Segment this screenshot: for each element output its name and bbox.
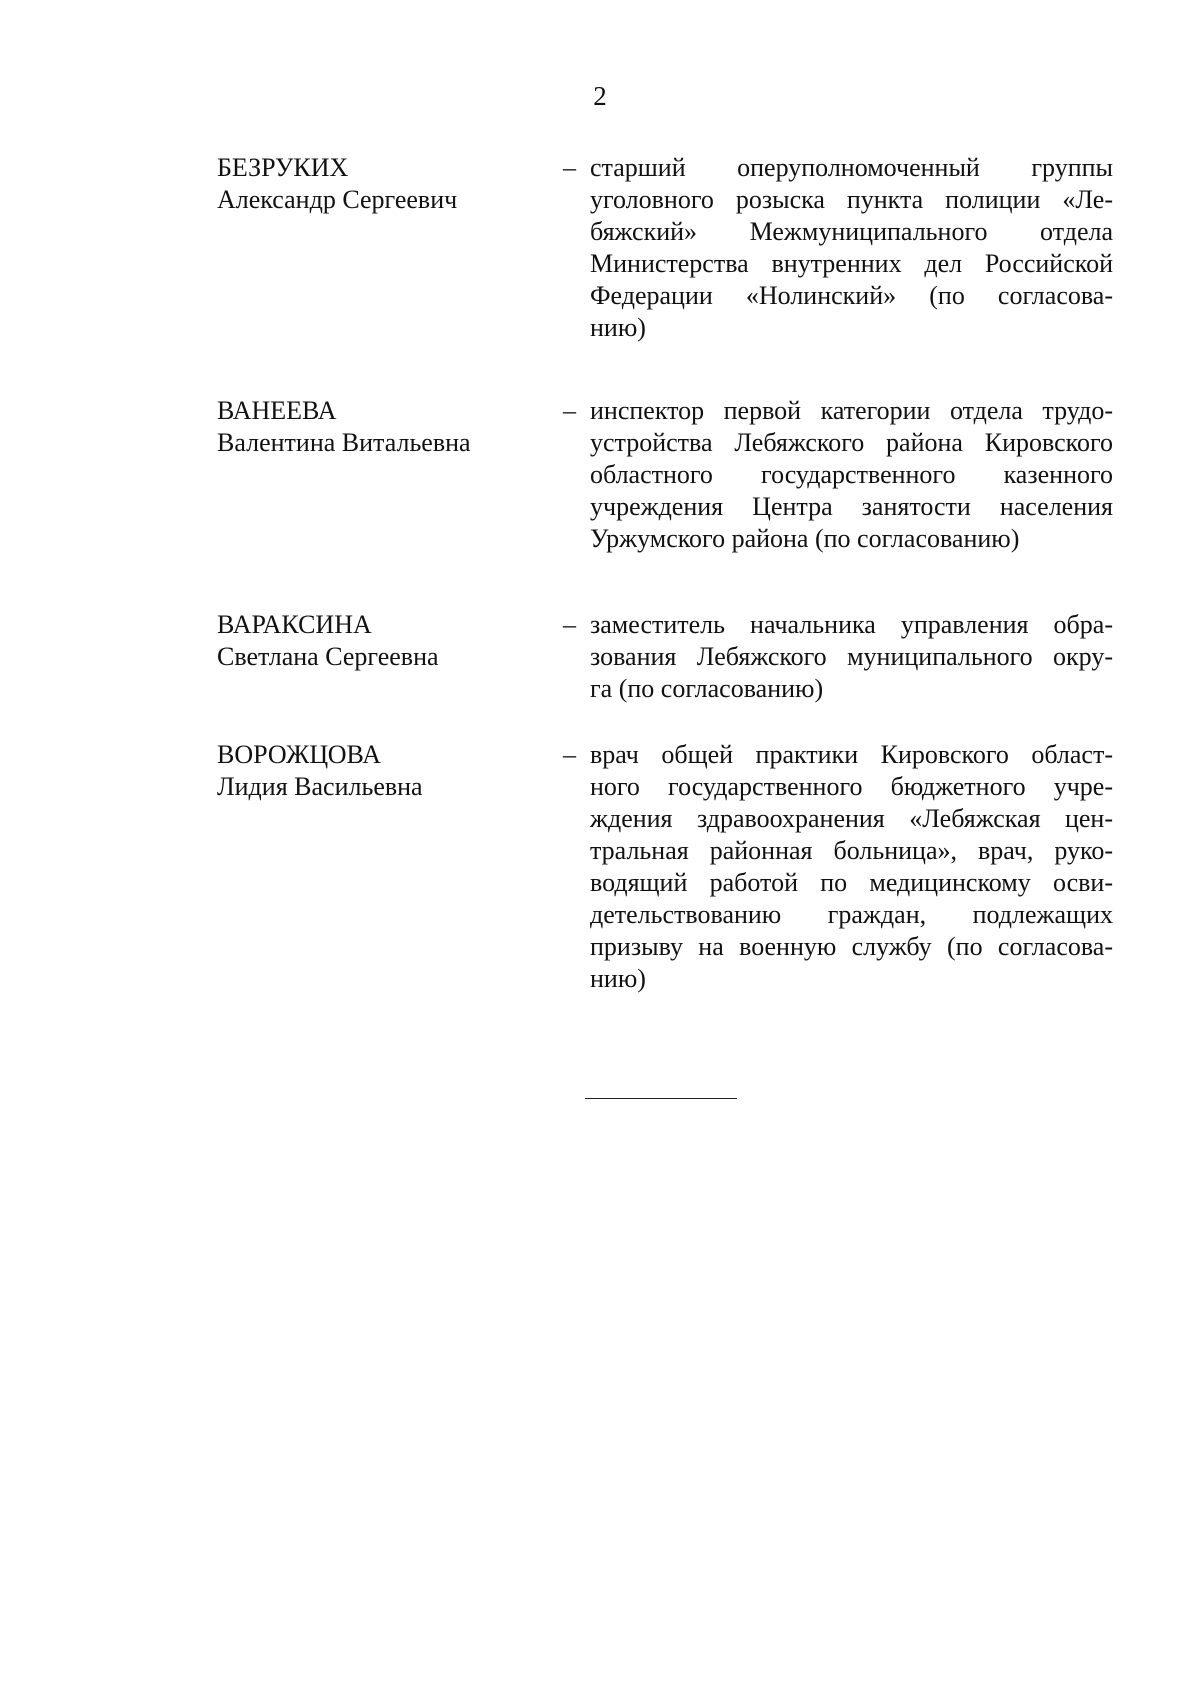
role-line: водящий работой по медицинскому осви- xyxy=(590,868,1113,897)
member-given-names: Лидия Васильевна xyxy=(217,772,423,801)
dash-separator: – xyxy=(563,396,576,425)
role-line: тральная районная больница», врач, руко- xyxy=(590,836,1113,865)
role-line: га (по согласованию) xyxy=(590,674,824,703)
member-given-names: Валентина Витальевна xyxy=(217,428,471,457)
dash-separator: – xyxy=(563,153,576,182)
member-given-names: Александр Сергеевич xyxy=(217,185,458,214)
role-line: ждения здравоохранения «Лебяжская цен- xyxy=(590,804,1113,833)
dash-separator: – xyxy=(563,740,576,769)
role-line: Федерации «Нолинский» (по согласова- xyxy=(590,281,1113,310)
page-number: 2 xyxy=(593,81,607,111)
role-line: областного государственного казенного xyxy=(590,460,1113,489)
member-name xyxy=(217,395,557,459)
role-line: старший оперуполномоченный группы xyxy=(590,153,1113,182)
role-line: призыву на военную службу (по согласова- xyxy=(590,932,1113,961)
member-role xyxy=(590,739,1113,995)
member-name xyxy=(217,152,557,216)
member-name xyxy=(217,609,557,673)
role-line: Министерства внутренних дел Российской xyxy=(590,249,1113,278)
dash-separator: – xyxy=(563,610,576,639)
member-role xyxy=(590,395,1113,555)
role-line: уголовного розыска пункта полиции «Ле- xyxy=(590,185,1113,214)
role-line: ного государственного бюджетного учре- xyxy=(590,772,1113,801)
member-surname: БЕЗРУКИХ xyxy=(217,153,349,182)
member-surname: ВОРОЖЦОВА xyxy=(217,740,382,769)
role-line: детельствованию граждан, подлежащих xyxy=(590,900,1113,929)
role-line: инспектор первой категории отдела трудо- xyxy=(590,396,1113,425)
role-line: заместитель начальника управления обра- xyxy=(590,610,1113,639)
role-line: зования Лебяжского муниципального окру- xyxy=(590,642,1113,671)
member-role xyxy=(590,152,1113,344)
member-surname: ВАНЕЕВА xyxy=(217,396,337,425)
member-name xyxy=(217,739,557,803)
role-line: учреждения Центра занятости населения xyxy=(590,492,1113,521)
role-line: Уржумского района (по согласованию) xyxy=(590,524,1020,553)
role-line: врач общей практики Кировского област- xyxy=(590,740,1113,769)
closing-rule xyxy=(585,1098,737,1099)
role-line: устройства Лебяжского района Кировского xyxy=(590,428,1113,457)
role-line: нию) xyxy=(590,313,646,342)
role-line: бяжский» Межмуниципального отдела xyxy=(590,217,1113,246)
member-role xyxy=(590,609,1113,705)
role-line: нию) xyxy=(590,964,646,993)
member-given-names: Светлана Сергеевна xyxy=(217,642,439,671)
member-surname: ВАРАКСИНА xyxy=(217,610,372,639)
